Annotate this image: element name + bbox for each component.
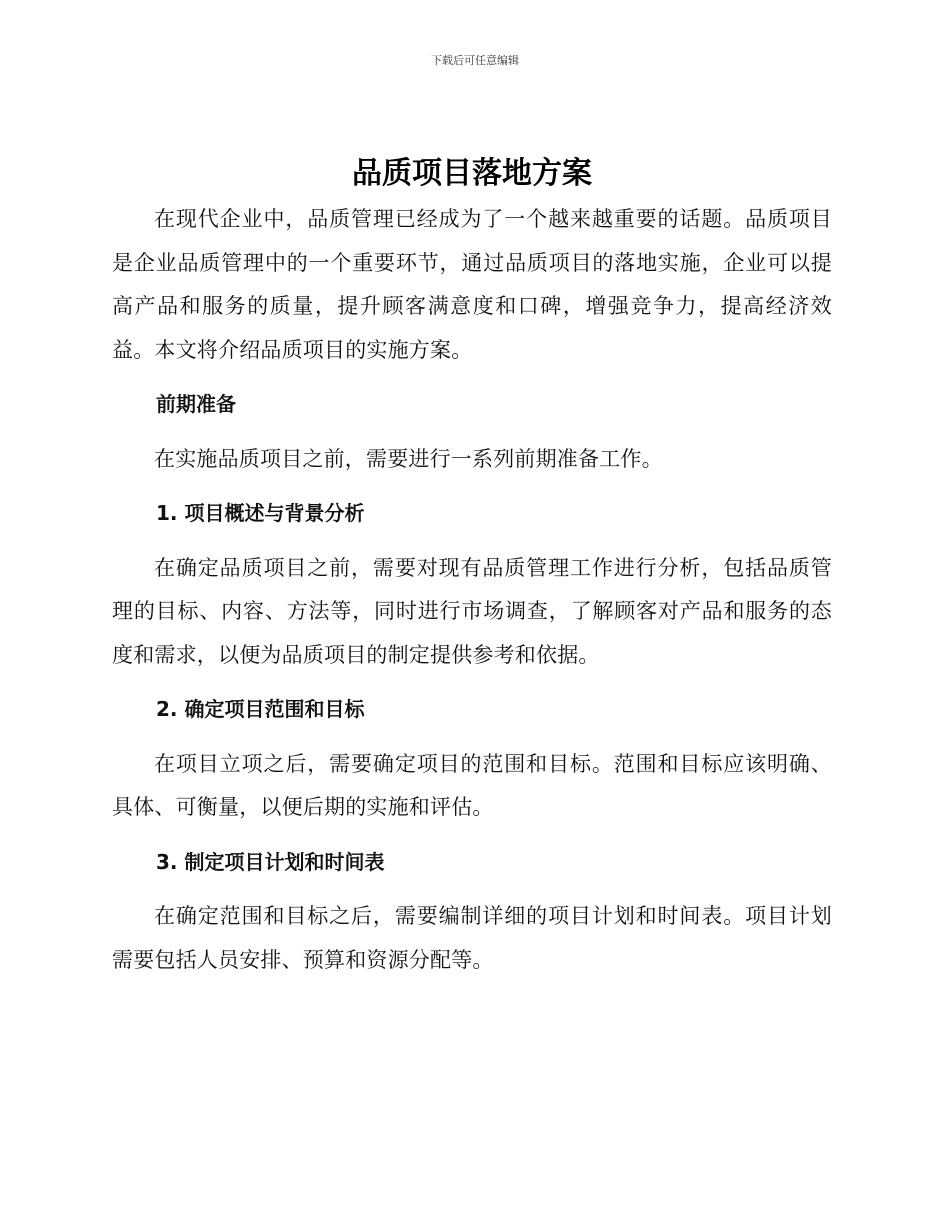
section-heading-scope: 2. 确定项目范围和目标 [156,697,365,721]
section-body-scope: 在项目立项之后，需要确定项目的范围和目标。范围和目标应该明确、具体、可衡量，以便后期的实施和评估。 [112,751,832,819]
section-heading-overview: 1. 项目概述与背景分析 [156,501,365,525]
section-body-overview: 在确定品质项目之前，需要对现有品质管理工作进行分析，包括品质管理的目标、内容、方法等，同时进行市场调查，了解顾客对产品和服务的态度和需求，以便为品质项目的制定提供参考和依据。 [112,555,832,667]
document-title: 品质项目落地方案 [352,156,592,191]
section-heading-preparation: 前期准备 [156,392,236,416]
document-content [112,150,832,982]
section-body-plan: 在确定范围和目标之后，需要编制详细的项目计划和时间表。项目计划需要包括人员安排、预算和资源分配等。 [112,904,832,972]
page-header-note: 下载后可任意编辑 [431,54,519,67]
intro-paragraph: 在现代企业中，品质管理已经成为了一个越来越重要的话题。品质项目是企业品质管理中的一个重要环节，通过品质项目的落地实施，企业可以提高产品和服务的质量，提升顾客满意度和口碑，增强竞争力，提高经济效益。本文将介绍品质项目的实施方案。 [112,207,832,362]
section-heading-plan: 3. 制定项目计划和时间表 [156,849,385,874]
section-body-preparation: 在实施品质项目之前，需要进行一系列前期准备工作。 [154,446,663,471]
